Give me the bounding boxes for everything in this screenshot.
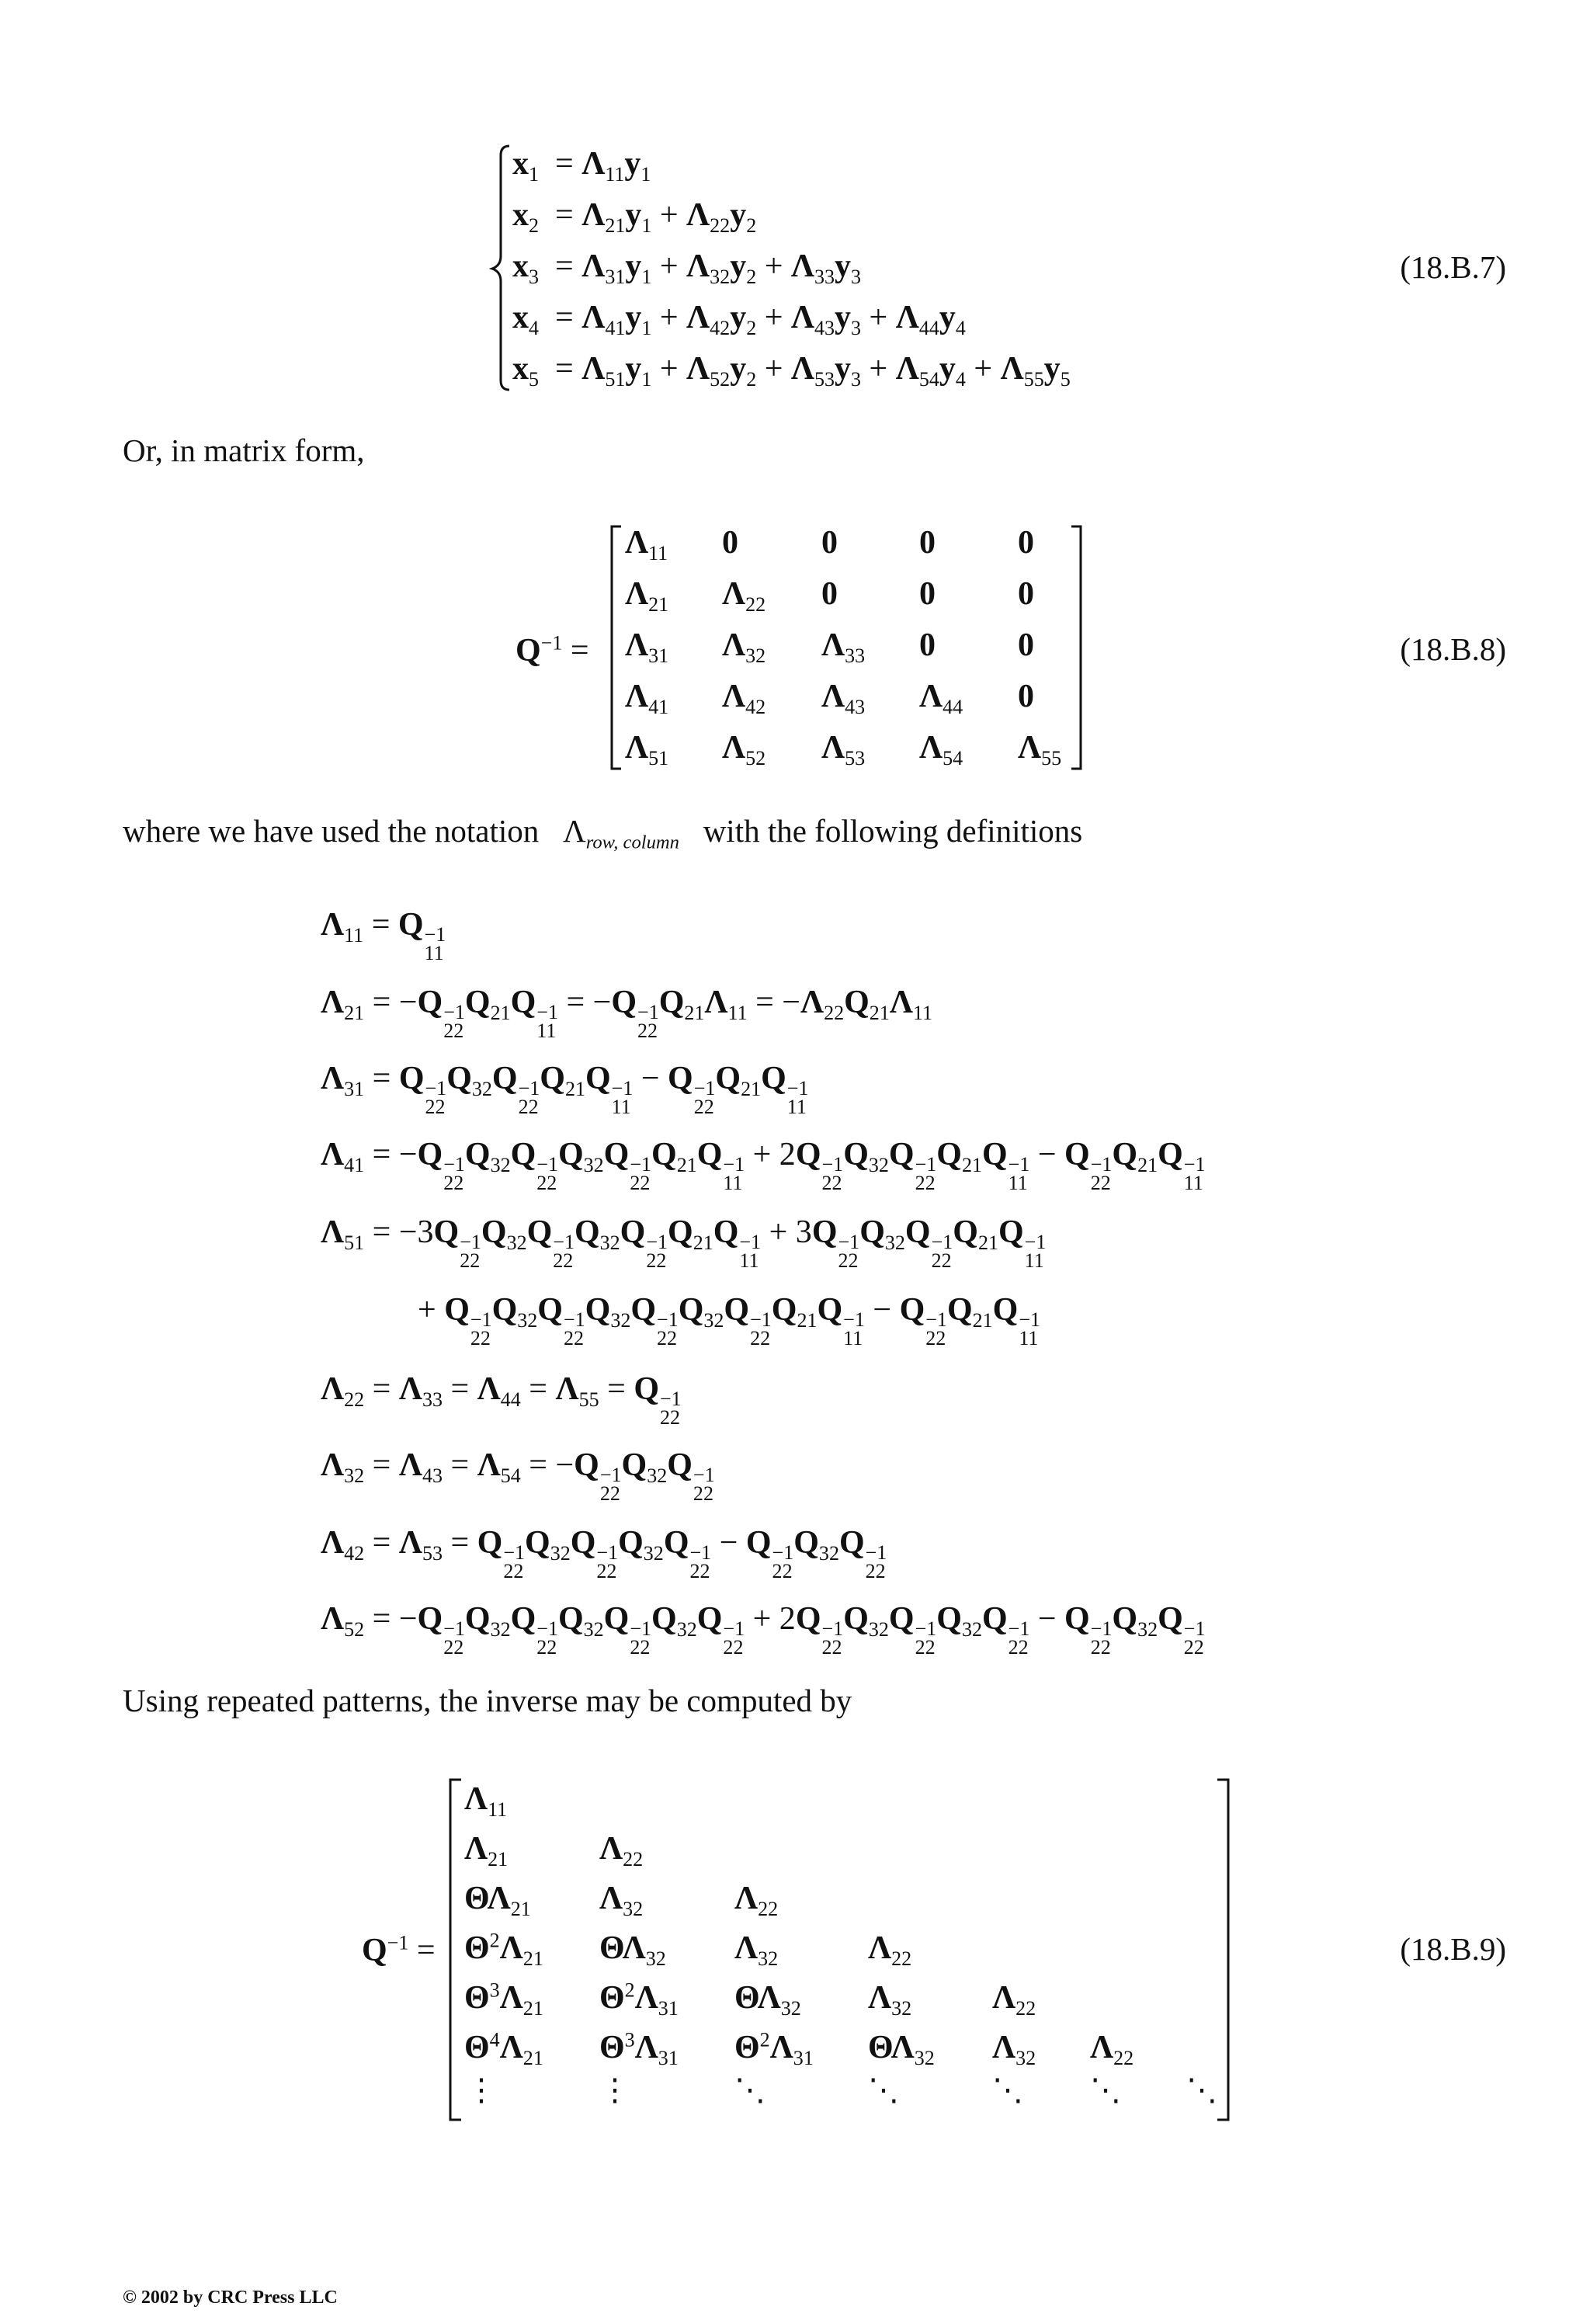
matrix9-ddots-c7: ⋱ [1186,2072,1217,2107]
matrix9-r6c6: $\Lambda_{22}$ [1090,2030,1134,2070]
definition-lambda31: $\Lambda_{31} = Q$ −1 22 $Q_{32}Q$ −1 22 $Q_{21}Q$ −1 11 − Q −1 22 $Q_{21}Q$ −1 11 [321,1061,809,1118]
matrix9-r4c4: $\Lambda_{22}$ [868,1930,912,1971]
notation-text-after: with the following definitions [703,813,1083,849]
matrix8-r3c5: 0 [1018,627,1034,663]
matrix9-r6c2: $\Theta^3\Lambda_{31}$ [599,2028,679,2070]
matrix9-r5c2: $\Theta^2\Lambda_{31}$ [599,1978,679,2020]
matrix8-r2c1: $\Lambda_{21}$ [625,576,669,617]
matrix8-r4c5: 0 [1018,679,1034,714]
matrix8-r2c3: 0 [821,576,838,612]
matrix8-r4c1: $\Lambda_{41}$ [625,679,669,719]
copyright-footer: © 2002 by CRC Press LLC [123,2288,338,2308]
matrix9-r6c3: $\Theta^2\Lambda_{31}$ [734,2028,814,2070]
matrix9-r1c1: $\Lambda_{11}$ [464,1781,508,1822]
equation-18B7-line1: $x_1 = \Lambda_{11}y_1$ [512,146,651,186]
equation-18B7-line2: $x_2 = \Lambda_{21}y_1 + \Lambda_{22}y_2$ [512,197,757,238]
definition-lambda22-diagonal: $\Lambda_{22} = \Lambda_{33} = \Lambda_{44} = \Lambda_{55} = Q$ −1 22 [321,1371,682,1429]
matrix9-r3c1: $\Theta\Lambda_{21}$ [464,1881,531,1921]
paragraph-repeated-patterns: Using repeated patterns, the inverse may be computed by [123,1683,852,1718]
definition-lambda51-line2: + Q −1 22 $Q_{32}Q$ −1 22 $Q_{32}Q$ −1 22 $Q_{32}Q$ −1 22 $Q_{21}Q$ −1 11 − Q −1 22 $Q_{21}Q$ −1 11 [418,1292,1041,1350]
matrix9-r6c1: $\Theta^4\Lambda_{21}$ [464,2028,543,2070]
matrix8-r1c3: 0 [821,525,838,561]
matrix9-ddots-c3: ⋱ [734,2072,765,2107]
matrix8-r3c3: $\Lambda_{33}$ [821,627,866,668]
definition-lambda51-line1: $\Lambda_{51} = -3Q$ −1 22 $Q_{32}Q$ −1 22 $Q_{32}Q$ −1 22 $Q_{21}Q$ −1 11 + 3Q −1 22 $Q_{32}Q$ −1 22 $Q_{21}Q$ −1 11 [321,1214,1047,1272]
equation-18B7-line4: $x_4 = \Lambda_{41}y_1 + \Lambda_{42}y_2 + \Lambda_{43}y_3 + \Lambda_{44}y_4$ [512,300,966,340]
matrix8-r1c1: $\Lambda_{11}$ [625,525,668,565]
matrix8-r2c4: 0 [919,576,936,612]
equation-18B7-line3: $x_3 = \Lambda_{31}y_1 + \Lambda_{32}y_2 + \Lambda_{33}y_3$ [512,248,862,289]
matrix8-r4c2: $\Lambda_{42}$ [722,679,766,719]
definition-lambda42: $\Lambda_{42} = \Lambda_{53} = Q$ −1 22 $Q_{32}Q$ −1 22 $Q_{32}Q$ −1 22 − Q −1 22 $Q_{32}Q$ −1 22 [321,1525,887,1582]
matrix9-r3c2: $\Lambda_{32}$ [599,1881,644,1921]
notation-symbol: Λ [562,813,586,849]
notation-subscript: row, column [585,832,679,853]
matrix9-r6c4: $\Theta\Lambda_{32}$ [868,2030,935,2070]
matrix9-ddots-c6: ⋱ [1090,2072,1121,2107]
definition-lambda41: $\Lambda_{41} = -Q$ −1 22 $Q_{32}Q$ −1 22 $Q_{32}Q$ −1 22 $Q_{21}Q$ −1 11 + 2Q −1 22 $Q_{32}Q$ −1 22 $Q_{21}Q$ −1 11 − Q −1 22 $Q_{21}Q$ −1 11 [321,1137,1206,1194]
matrix8-r5c4: $\Lambda_{54}$ [919,730,963,770]
q-inverse-lhs-9: $Q^{-1}$ = [362,1931,436,1968]
definition-lambda32-subdiagonal: $\Lambda_{32} = \Lambda_{43} = \Lambda_{54} = -Q$ −1 22 $Q_{32}Q$ −1 22 [321,1447,715,1505]
equation-number-18B7: (18.B.7) [1400,249,1506,285]
matrix9-r3c3: $\Lambda_{22}$ [734,1881,779,1921]
matrix9-r6c5: $\Lambda_{32}$ [992,2030,1036,2070]
matrix8-r2c2: $\Lambda_{22}$ [722,576,766,617]
matrix8-r3c2: $\Lambda_{32}$ [722,627,766,668]
matrix9-r5c3: $\Theta\Lambda_{32}$ [734,1980,801,2020]
definition-lambda52: $\Lambda_{52} = -Q$ −1 22 $Q_{32}Q$ −1 22 $Q_{32}Q$ −1 22 $Q_{32}Q$ −1 22 + 2Q −1 22 $Q_{32}Q$ −1 22 $Q_{32}Q$ −1 22 − Q −1 22 $Q_{32}Q$ −1 22 [321,1601,1206,1659]
matrix8-r5c3: $\Lambda_{53}$ [821,730,866,770]
notation-text-before: where we have used the notation [123,813,540,849]
matrix8-r3c4: 0 [919,627,936,663]
matrix9-r4c1: $\Theta^2\Lambda_{21}$ [464,1929,543,1971]
matrix8-r1c5: 0 [1018,525,1034,561]
paragraph-matrix-form: Or, in matrix form, [123,432,365,468]
matrix9-r5c5: $\Lambda_{22}$ [992,1980,1036,2020]
matrix8-r4c3: $\Lambda_{43}$ [821,679,866,719]
matrix9-vdots-c1: ⋮ [466,2072,497,2107]
definition-lambda21: $\Lambda_{21} = -Q$ −1 22 $Q_{21}Q$ −1 11 = −Q −1 22 $Q_{21}\Lambda_{11} = -\Lambda_{22}Q_{21}\Lambda_{11}$ [321,985,933,1042]
matrix8-r5c2: $\Lambda_{52}$ [722,730,766,770]
matrix8-r1c2: 0 [722,525,738,561]
matrix9-r4c2: $\Theta\Lambda_{32}$ [599,1930,666,1971]
matrix8-r4c4: $\Lambda_{44}$ [919,679,963,719]
matrix9-ddots-c5: ⋱ [992,2072,1023,2107]
equation-18B7-line5: $x_5 = \Lambda_{51}y_1 + \Lambda_{52}y_2 + \Lambda_{53}y_3 + \Lambda_{54}y_4 + \Lambda_{55}y_5$ [512,351,1071,391]
equation-number-18B8: (18.B.8) [1400,631,1506,667]
matrix8-r1c4: 0 [919,525,936,561]
matrix9-r5c4: $\Lambda_{32}$ [868,1980,912,2020]
matrix9-ddots-c4: ⋱ [868,2072,899,2107]
q-inverse-lhs-8: $Q^{-1}$ = [516,631,589,669]
matrix9-r5c1: $\Theta^3\Lambda_{21}$ [464,1978,543,2020]
matrix8-r5c5: $\Lambda_{55}$ [1018,730,1062,770]
matrix9-vdots-c2: ⋮ [599,2072,630,2107]
matrix9-r2c1: $\Lambda_{21}$ [464,1831,509,1871]
equation-number-18B9: (18.B.9) [1400,1931,1506,1967]
matrix9-r4c3: $\Lambda_{32}$ [734,1930,779,1971]
matrix8-r5c1: $\Lambda_{51}$ [625,730,669,770]
matrix8-r2c5: 0 [1018,576,1034,612]
matrix9-r2c2: $\Lambda_{22}$ [599,1831,644,1871]
matrix8-r3c1: $\Lambda_{31}$ [625,627,669,668]
definition-lambda11: $\Lambda_{11} = Q$ −1 11 [321,907,446,964]
